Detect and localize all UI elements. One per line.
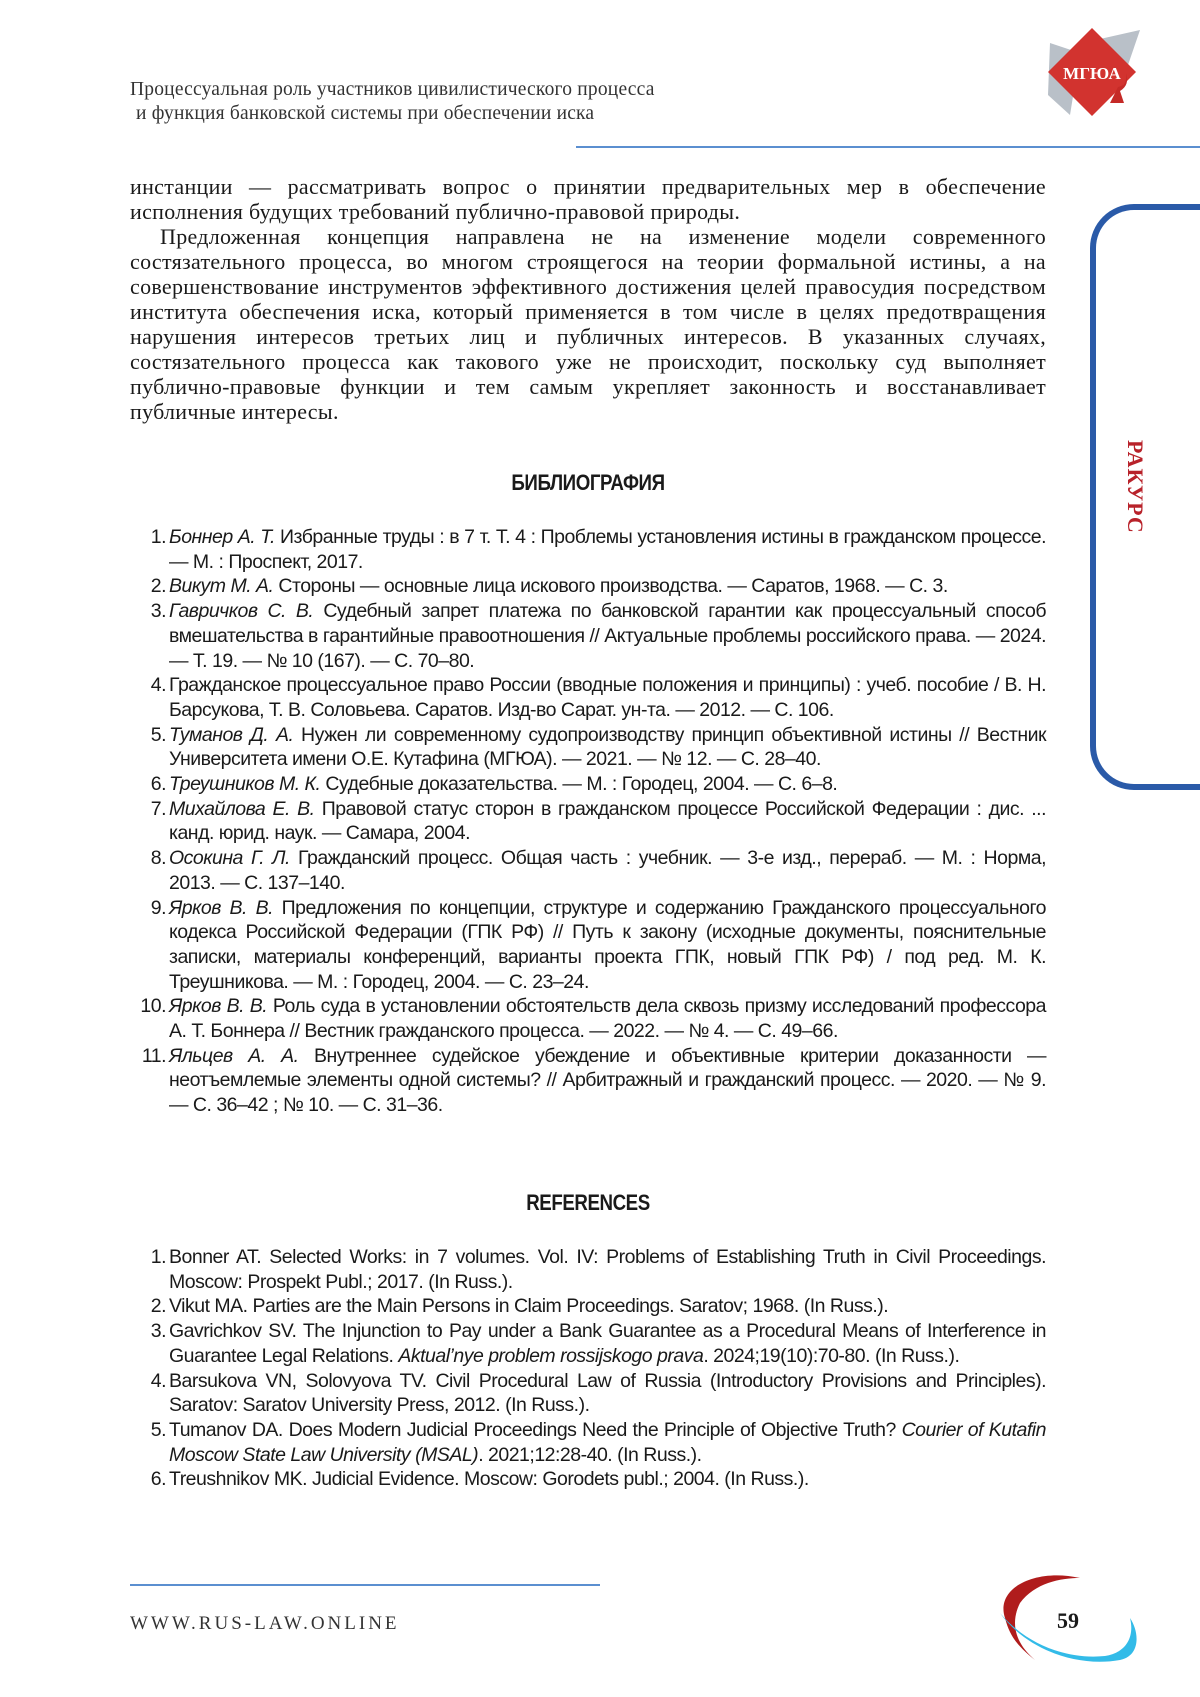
header-divider [576, 146, 1200, 148]
item-number: 10. [140, 995, 166, 1018]
running-header [130, 78, 655, 126]
item-number: 2. [150, 575, 166, 598]
item-author: Ярков В. В. [169, 896, 273, 919]
mgua-logo [1040, 25, 1150, 125]
body-paragraph: Предложенная концепция направлена не на изменение модели современного состязательного процесса, во многом строящегося на теории формальной истины, а на совершенствование инструментов эффективного достижения целей правосудия посредством института обеспечения иска, который применяется в том числе в целях предотвращения нарушения интересов третьих лиц и публичных интересов. В указанных случаях, состязательного процесса как такового уже не происходит, поскольку суд выполняет публично-правовые функции и тем самым укрепляет законность и восстанавливает публичные интересы. [130, 224, 1046, 424]
item-citation: Судебные доказательства. — М. : Городец, 2004. — С. 6–8. [320, 773, 838, 796]
reference-journal: Aktual’nye problem rossijskogo prava [398, 1344, 704, 1367]
reference-item [130, 1369, 1046, 1418]
item-text [169, 1467, 1046, 1492]
reference-journal: Courier of Kutafin Moscow State Law University (MSAL) [169, 1418, 1046, 1466]
references-list [130, 1245, 1046, 1492]
item-number: 5. [150, 1418, 166, 1441]
footer-divider [130, 1584, 600, 1586]
item-author: Гавричков С. В. [169, 600, 314, 623]
item-text [169, 896, 1046, 995]
reference-citation: Gavrichkov SV. The Injunction to Pay under a Bank Guarantee as a Procedural Means of Interference in Guarantee Legal Relations. [169, 1320, 1046, 1367]
bibliography-item [130, 673, 1046, 722]
item-text [169, 1418, 1046, 1467]
item-text [169, 1044, 1046, 1118]
item-text [169, 599, 1046, 673]
item-number: 9. [150, 896, 166, 919]
item-citation: Предложения по концепции, структуре и содержанию Гражданского процессуального кодекса Российской Федерации (ГПК РФ) // Путь к закону (исходные документы, пояснительные записки, материалы конференций, варианты проекта ГПК, новый ГПК РФ) / под ред. М. К. Треушникова. — М. : Городец, 2004. — С. 23–24. [169, 896, 1046, 993]
item-text [169, 994, 1046, 1043]
bibliography-item [130, 994, 1046, 1043]
bibliography-item [130, 599, 1046, 673]
reference-citation: Treushnikov MK. Judicial Evidence. Moscow: Gorodets publ.; 2004. (In Russ.). [169, 1468, 809, 1491]
item-author: Михайлова Е. В. [169, 797, 315, 820]
reference-citation: Vikut MA. Parties are the Main Persons in Claim Proceedings. Saratov; 1968. (In Russ.). [169, 1295, 889, 1318]
item-number: 11. [141, 1044, 166, 1067]
bibliography-heading: БИБЛИОГРАФИЯ [511, 470, 665, 495]
footer-website[interactable]: WWW.RUS-LAW.ONLINE [130, 1613, 400, 1634]
item-number: 6. [150, 1468, 166, 1491]
item-number: 5. [150, 723, 166, 746]
item-text [169, 525, 1046, 574]
header-title-line2: и функция банковской системы при обеспечении иска [136, 103, 595, 124]
item-number: 6. [150, 773, 166, 796]
item-author: Туманов Д. А. [169, 723, 294, 746]
reference-item [130, 1418, 1046, 1467]
reference-item [130, 1319, 1046, 1368]
reference-item [130, 1467, 1046, 1492]
item-number: 1. [150, 526, 166, 548]
item-citation: Избранные труды : в 7 т. Т. 4 : Проблемы установления истины в гражданском процессе. — М. : Проспект, 2017. [169, 526, 1046, 573]
item-citation: Гражданское процессуальное право России (вводные положения и принципы) : учеб. пособие / В. Н. Барсукова, Т. В. Соловьева. Саратов. Изд-во Сарат. ун-та. — 2012. — С. 106. [169, 674, 1046, 721]
item-citation: Стороны — основные лица искового производства. — Саратов, 1968. — С. 3. [273, 575, 948, 598]
item-text [169, 772, 1046, 797]
bibliography-item [130, 797, 1046, 846]
item-text [169, 1319, 1046, 1368]
item-number: 4. [150, 674, 166, 697]
bibliography-item [130, 1044, 1046, 1118]
item-number: 4. [150, 1369, 166, 1392]
bibliography-item [130, 772, 1046, 797]
references-heading: REFERENCES [526, 1190, 650, 1215]
item-number: 2. [150, 1295, 166, 1318]
item-text [169, 673, 1046, 722]
item-number: 7. [150, 797, 166, 820]
reference-citation: Barsukova VN, Solovyova TV. Civil Procedural Law of Russia (Introductory Provisions and Principles). Saratov: Saratov University Press, 2012. (In Russ.). [169, 1369, 1046, 1417]
bibliography-item [130, 896, 1046, 995]
item-citation: Правовой статус сторон в гражданском процессе Российской Федерации : дис. ... канд. юрид. наук. — Самара, 2004. [169, 797, 1046, 845]
item-text [169, 797, 1046, 846]
bibliography-item [130, 574, 1046, 599]
item-author: Треушников М. К. [169, 773, 321, 796]
item-author: Викут М. А. [169, 575, 274, 598]
item-author: Боннер А. Т. [169, 526, 275, 548]
item-number: 3. [150, 1320, 166, 1343]
section-tab-label: РАКУРС [1123, 440, 1148, 534]
reference-item [130, 1245, 1046, 1294]
article-body [130, 174, 1046, 424]
svg-text:МГЮА: МГЮА [1063, 64, 1121, 83]
item-number: 1. [150, 1246, 166, 1268]
page-number: 59 [1057, 1608, 1079, 1633]
item-text [169, 723, 1046, 772]
reference-citation: Bonner AT. Selected Works: in 7 volumes. Vol. IV: Problems of Establishing Truth in Civil Proceedings. Moscow: Prospekt Publ.; 2017. (In Russ.). [169, 1246, 1046, 1293]
item-text [169, 574, 1046, 599]
item-citation: Судебный запрет платежа по банковской гарантии как процессуальный способ вмешательства в гарантийные правоотношения // Актуальные проблемы российского права. — 2024. — Т. 19. — № 10 (167). — С. 70–80. [169, 600, 1046, 672]
item-citation: Нужен ли современному судопроизводству принцип объективной истины // Вестник Университета имени О.Е. Кутафина (МГЮА). — 2021. — № 12. — С. 28–40. [169, 723, 1047, 771]
reference-citation-tail: . 2021;12:28-40. (In Russ.). [478, 1443, 702, 1466]
item-author: Яльцев А. А. [169, 1044, 299, 1067]
item-citation: Роль суда в установлении обстоятельств дела сквозь призму исследований профессора А. Т. Боннера // Вестник гражданского процесса. — 2022. — № 4. — С. 49–66. [169, 995, 1046, 1043]
bibliography-item [130, 846, 1046, 895]
reference-item [130, 1294, 1046, 1319]
reference-citation: Tumanov DA. Does Modern Judicial Proceedings Need the Principle of Objective Truth? [169, 1418, 902, 1441]
item-author: Ярков В. В. [169, 995, 268, 1018]
item-citation: Гражданский процесс. Общая часть : учебник. — 3-е изд., перераб. — М. : Норма, 2013. — С. 137–140. [169, 847, 1046, 894]
item-number: 3. [150, 600, 166, 623]
bibliography-list [130, 525, 1046, 1118]
item-text [169, 846, 1046, 895]
reference-citation-tail: . 2024;19(10):70-80. (In Russ.). [703, 1344, 960, 1367]
bibliography-item [130, 525, 1046, 574]
item-number: 8. [150, 847, 166, 870]
item-text [169, 1245, 1046, 1294]
body-paragraph: инстанции — рассматривать вопрос о принятии предварительных мер в обеспечение исполнения будущих требований публично-правовой природы. [130, 174, 1046, 224]
item-citation: Внутреннее судейское убеждение и объективные критерии доказанности — неотъемлемые элементы одной системы? // Арбитражный и гражданский процесс. — 2020. — № 9. — С. 36–42 ; № 10. — С. 31–36. [169, 1044, 1046, 1117]
item-text [169, 1294, 1046, 1319]
header-title-line1: Процессуальная роль участников цивилистического процесса [130, 79, 655, 100]
item-text [169, 1369, 1046, 1418]
item-author: Осокина Г. Л. [169, 847, 290, 870]
bibliography-item [130, 723, 1046, 772]
